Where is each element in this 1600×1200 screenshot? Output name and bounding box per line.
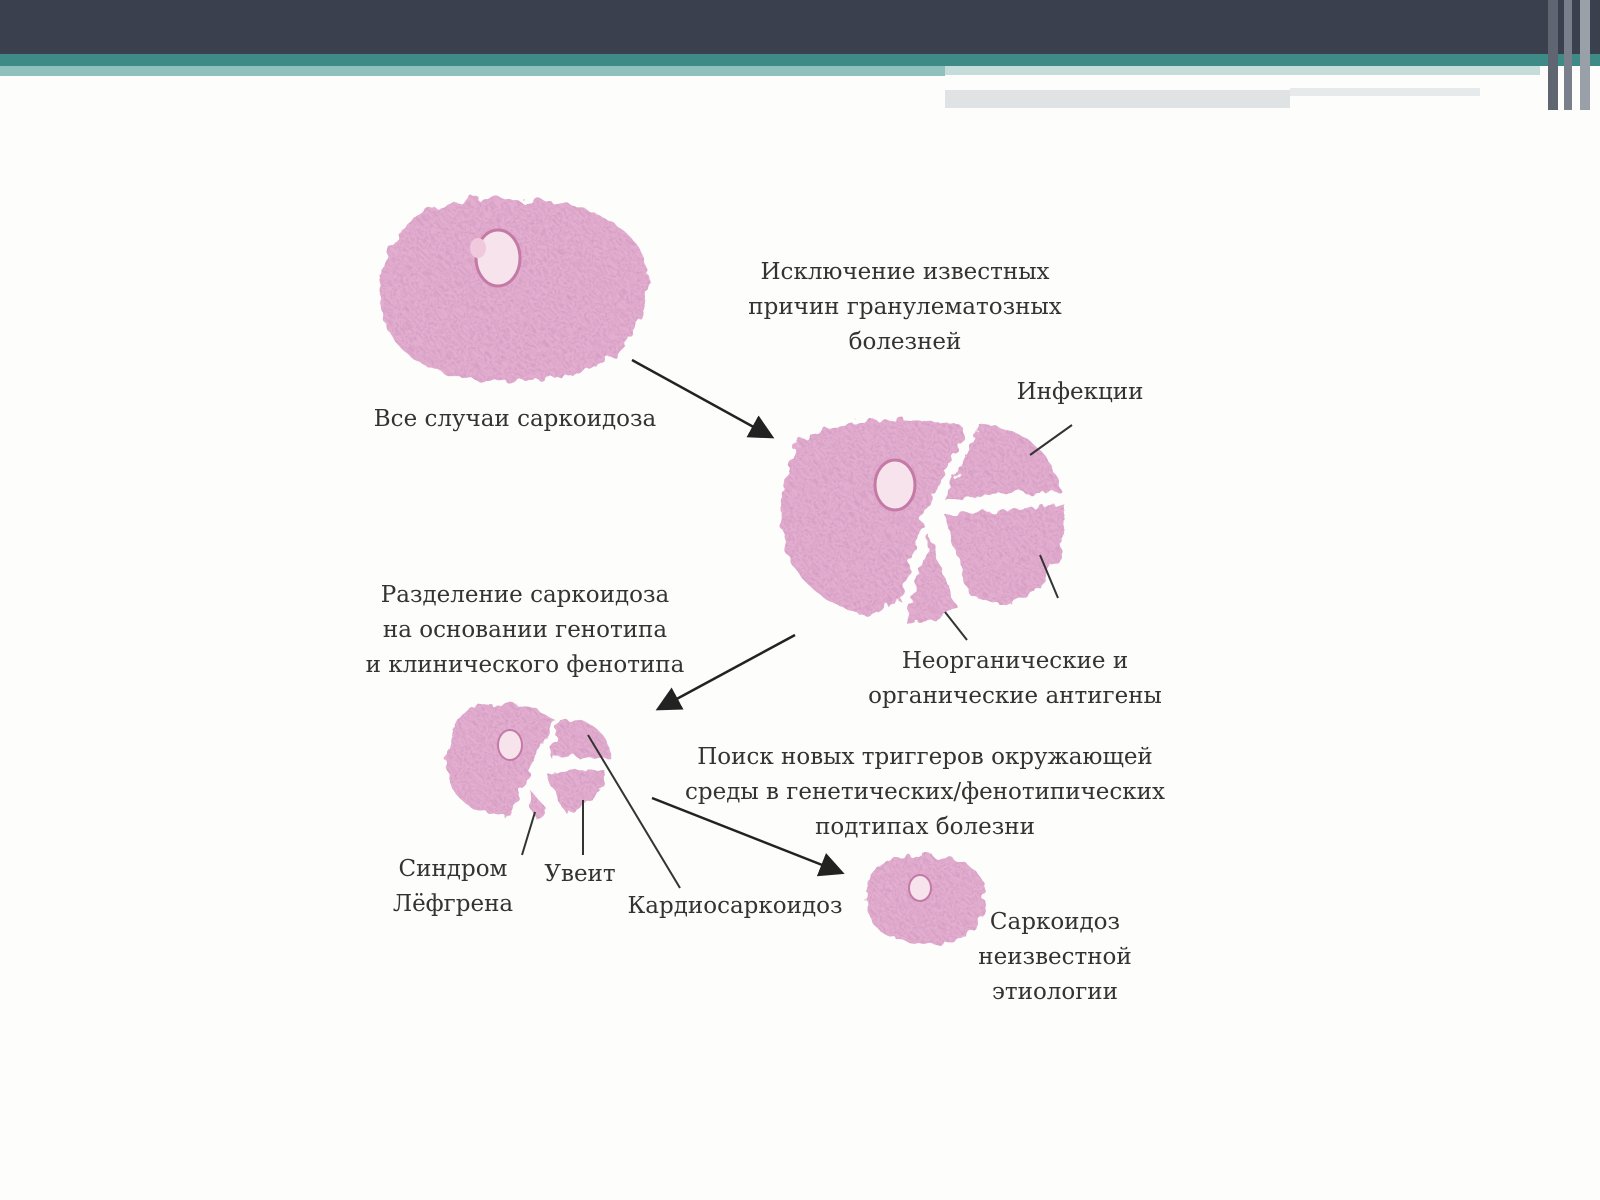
label-infections: Инфекции (1016, 379, 1144, 405)
label-uveitis: Увеит (544, 861, 616, 887)
granuloma-subtypes (445, 703, 612, 815)
label-separation: Разделение саркоидоза на основании генотипа и клинического фенотипа (365, 582, 685, 678)
label-lofgren: Синдром Лёфгрена (392, 856, 514, 917)
label-search: Поиск новых триггеров окружающей среды в генетических/фенотипических подтипах болезни (685, 744, 1165, 840)
giant-cell-nucleus (498, 730, 522, 760)
label-unknown: Саркоидоз неизвестной этиологии (978, 909, 1132, 1005)
pointer-antigens-2 (945, 612, 967, 640)
giant-cell-nucleus (909, 875, 931, 901)
granuloma-all-cases (381, 198, 647, 381)
pointer-lofgren (522, 812, 535, 855)
granuloma-sectioned (783, 420, 1066, 623)
label-all-cases: Все случаи саркоидоза (373, 406, 657, 432)
label-exclusion: Исключение известных причин гранулематозных болезней (748, 259, 1062, 355)
giant-cell-nucleus (875, 460, 915, 510)
label-cardiac: Кардиосаркоидоз (627, 893, 843, 919)
pointer-infections (1030, 425, 1072, 455)
label-antigens: Неорганические и органические антигены (868, 648, 1162, 709)
